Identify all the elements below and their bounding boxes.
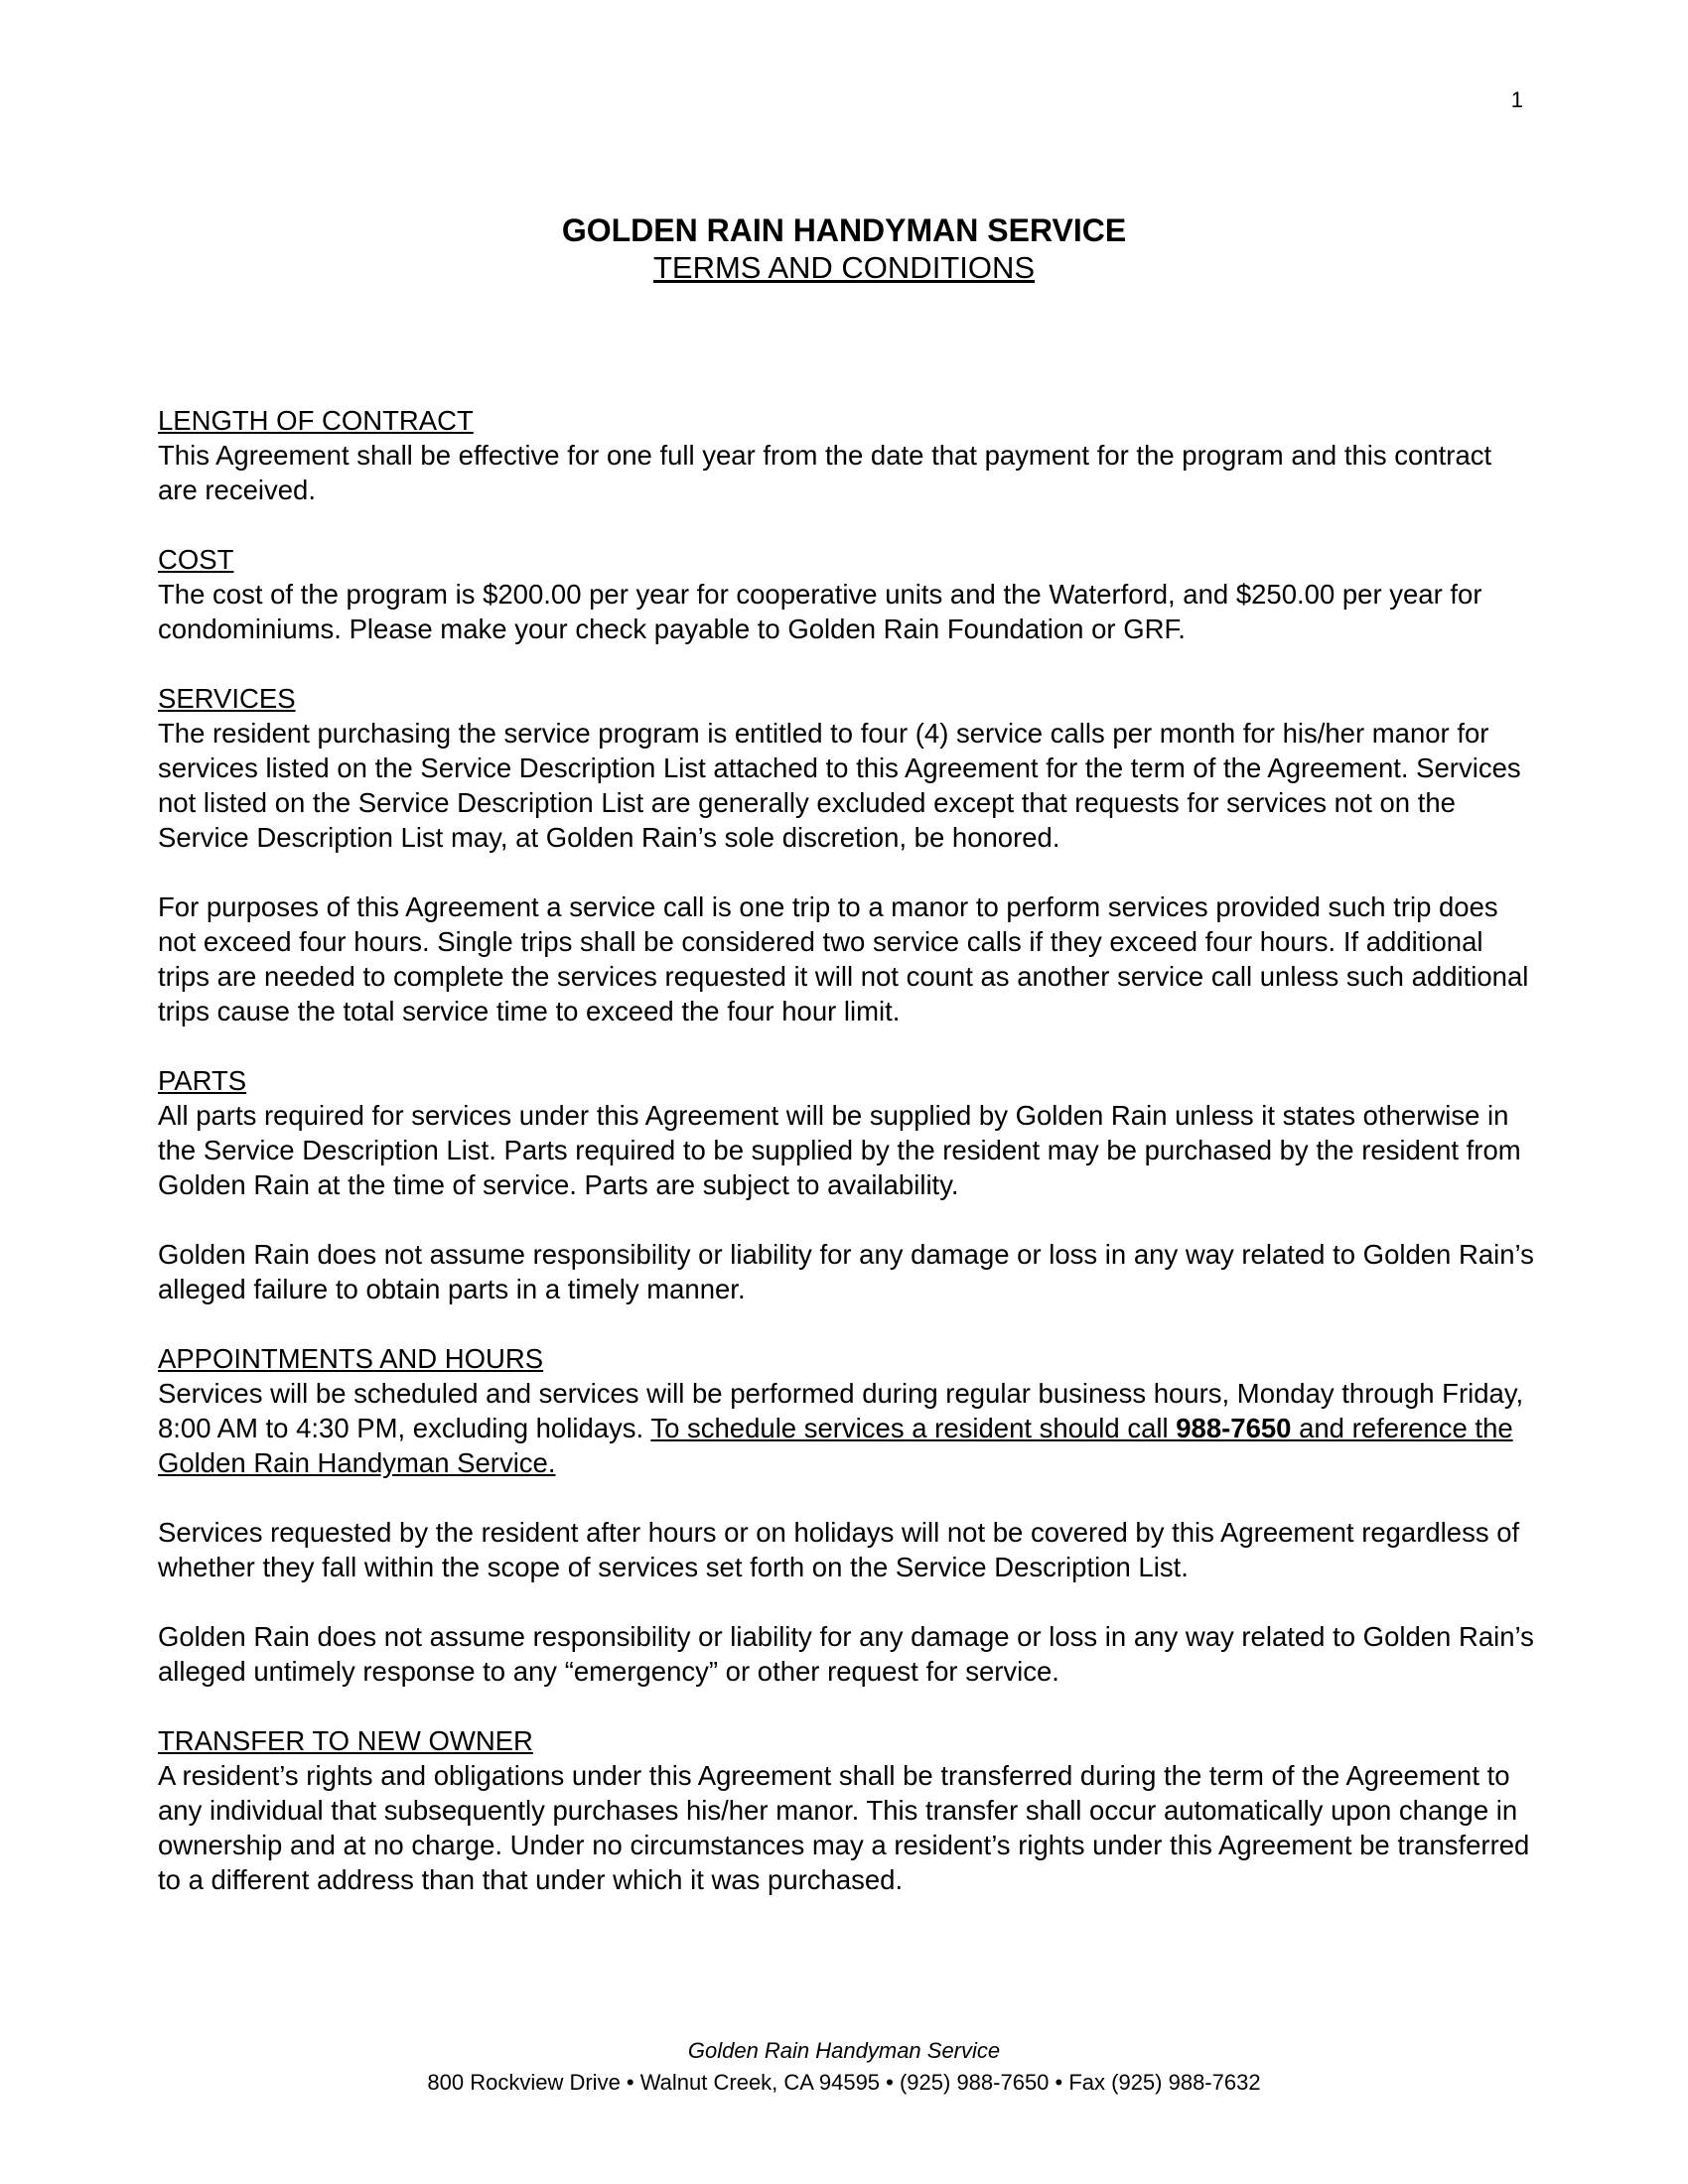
section-transfer-to-new-owner [158, 1723, 1538, 1897]
section-services [158, 681, 1538, 1028]
section-heading: COST [158, 544, 234, 575]
schedule-text: To schedule services a resident should call [650, 1413, 1177, 1443]
paragraph-text: Services will be scheduled and services will be performed during regular business hours, Monday through Friday, 8:00 AM to 4:30 PM, excluding holidays. [158, 1378, 1524, 1443]
section-heading: SERVICES [158, 683, 296, 714]
document-title: GOLDEN RAIN HANDYMAN SERVICE [561, 212, 1127, 248]
schedule-text-end: and reference the Golden Rain Handyman Service. [158, 1413, 1513, 1478]
section-parts [158, 1063, 1538, 1306]
section-appointments-and-hours [158, 1341, 1538, 1689]
section-heading: PARTS [158, 1065, 247, 1096]
page-footer [0, 2035, 1688, 2099]
document-subtitle: TERMS AND CONDITIONS [652, 250, 1036, 285]
footer-address: 800 Rockview Drive • Walnut Creek, CA 94595 • (925) 988-7650 • Fax (925) 988-7632 [427, 2070, 1261, 2095]
paragraph: A resident’s rights and obligations under this Agreement shall be transferred during the term of the Agreement to any individual that subsequently purchases his/her manor. This transfer shall occur automatically upon change in ownership and at no charge. Under no circumstances may a resident’s rights under this Agreement be transferred to a different address than that under which it was purchased. [158, 1760, 1530, 1895]
paragraph: The cost of the program is $200.00 per year for cooperative units and the Waterford, and $250.00 per year for condominiums. Please make your check payable to Golden Rain Foundation or GRF. [158, 579, 1482, 644]
paragraph: Golden Rain does not assume responsibility or liability for any damage or loss in any way related to Golden Rain’s alleged failure to obtain parts in a timely manner. [158, 1239, 1534, 1304]
paragraph: All parts required for services under this Agreement will be supplied by Golden Rain unless it states otherwise in the Service Description List. Parts required to be supplied by the resident may be purchased by the resident from Golden Rain at the time of service. Parts are subject to availability. [158, 1100, 1521, 1200]
paragraph: Golden Rain does not assume responsibility or liability for any damage or loss in any way related to Golden Rain’s alleged untimely response to any “emergency” or other request for service. [158, 1621, 1534, 1687]
footer-company-name: Golden Rain Handyman Service [687, 2038, 1001, 2063]
paragraph: For purposes of this Agreement a service call is one trip to a manor to perform services provided such trip does not exceed four hours. Single trips shall be considered two service calls if they exceed four hours. If additional trips are needed to complete the services requested it will not count as another service call unless such additional trips cause the total service time to exceed the four hour limit. [158, 891, 1529, 1026]
paragraph [158, 1376, 1538, 1480]
section-heading: TRANSFER TO NEW OWNER [158, 1725, 533, 1756]
section-length-of-contract [158, 403, 1538, 507]
paragraph: Services requested by the resident after hours or on holidays will not be covered by this Agreement regardless of whether they fall within the scope of services set forth on the Service Description List. [158, 1517, 1520, 1582]
page-number: 1 [1510, 87, 1523, 112]
document-header [0, 211, 1688, 287]
document-body [158, 403, 1538, 1932]
section-cost [158, 542, 1538, 646]
section-heading: APPOINTMENTS AND HOURS [158, 1343, 544, 1374]
paragraph: This Agreement shall be effective for one full year from the date that payment for the program and this contract are received. [158, 440, 1492, 505]
section-heading: LENGTH OF CONTRACT [158, 405, 474, 436]
paragraph: The resident purchasing the service program is entitled to four (4) service calls per month for his/her manor for services listed on the Service Description List attached to this Agreement for the term of the Agreement. Services not listed on the Service Description List are generally excluded except that requests for services not on the Service Description List may, at Golden Rain’s sole discretion, be honored. [158, 718, 1521, 853]
phone-number: 988-7650 [1176, 1413, 1292, 1443]
